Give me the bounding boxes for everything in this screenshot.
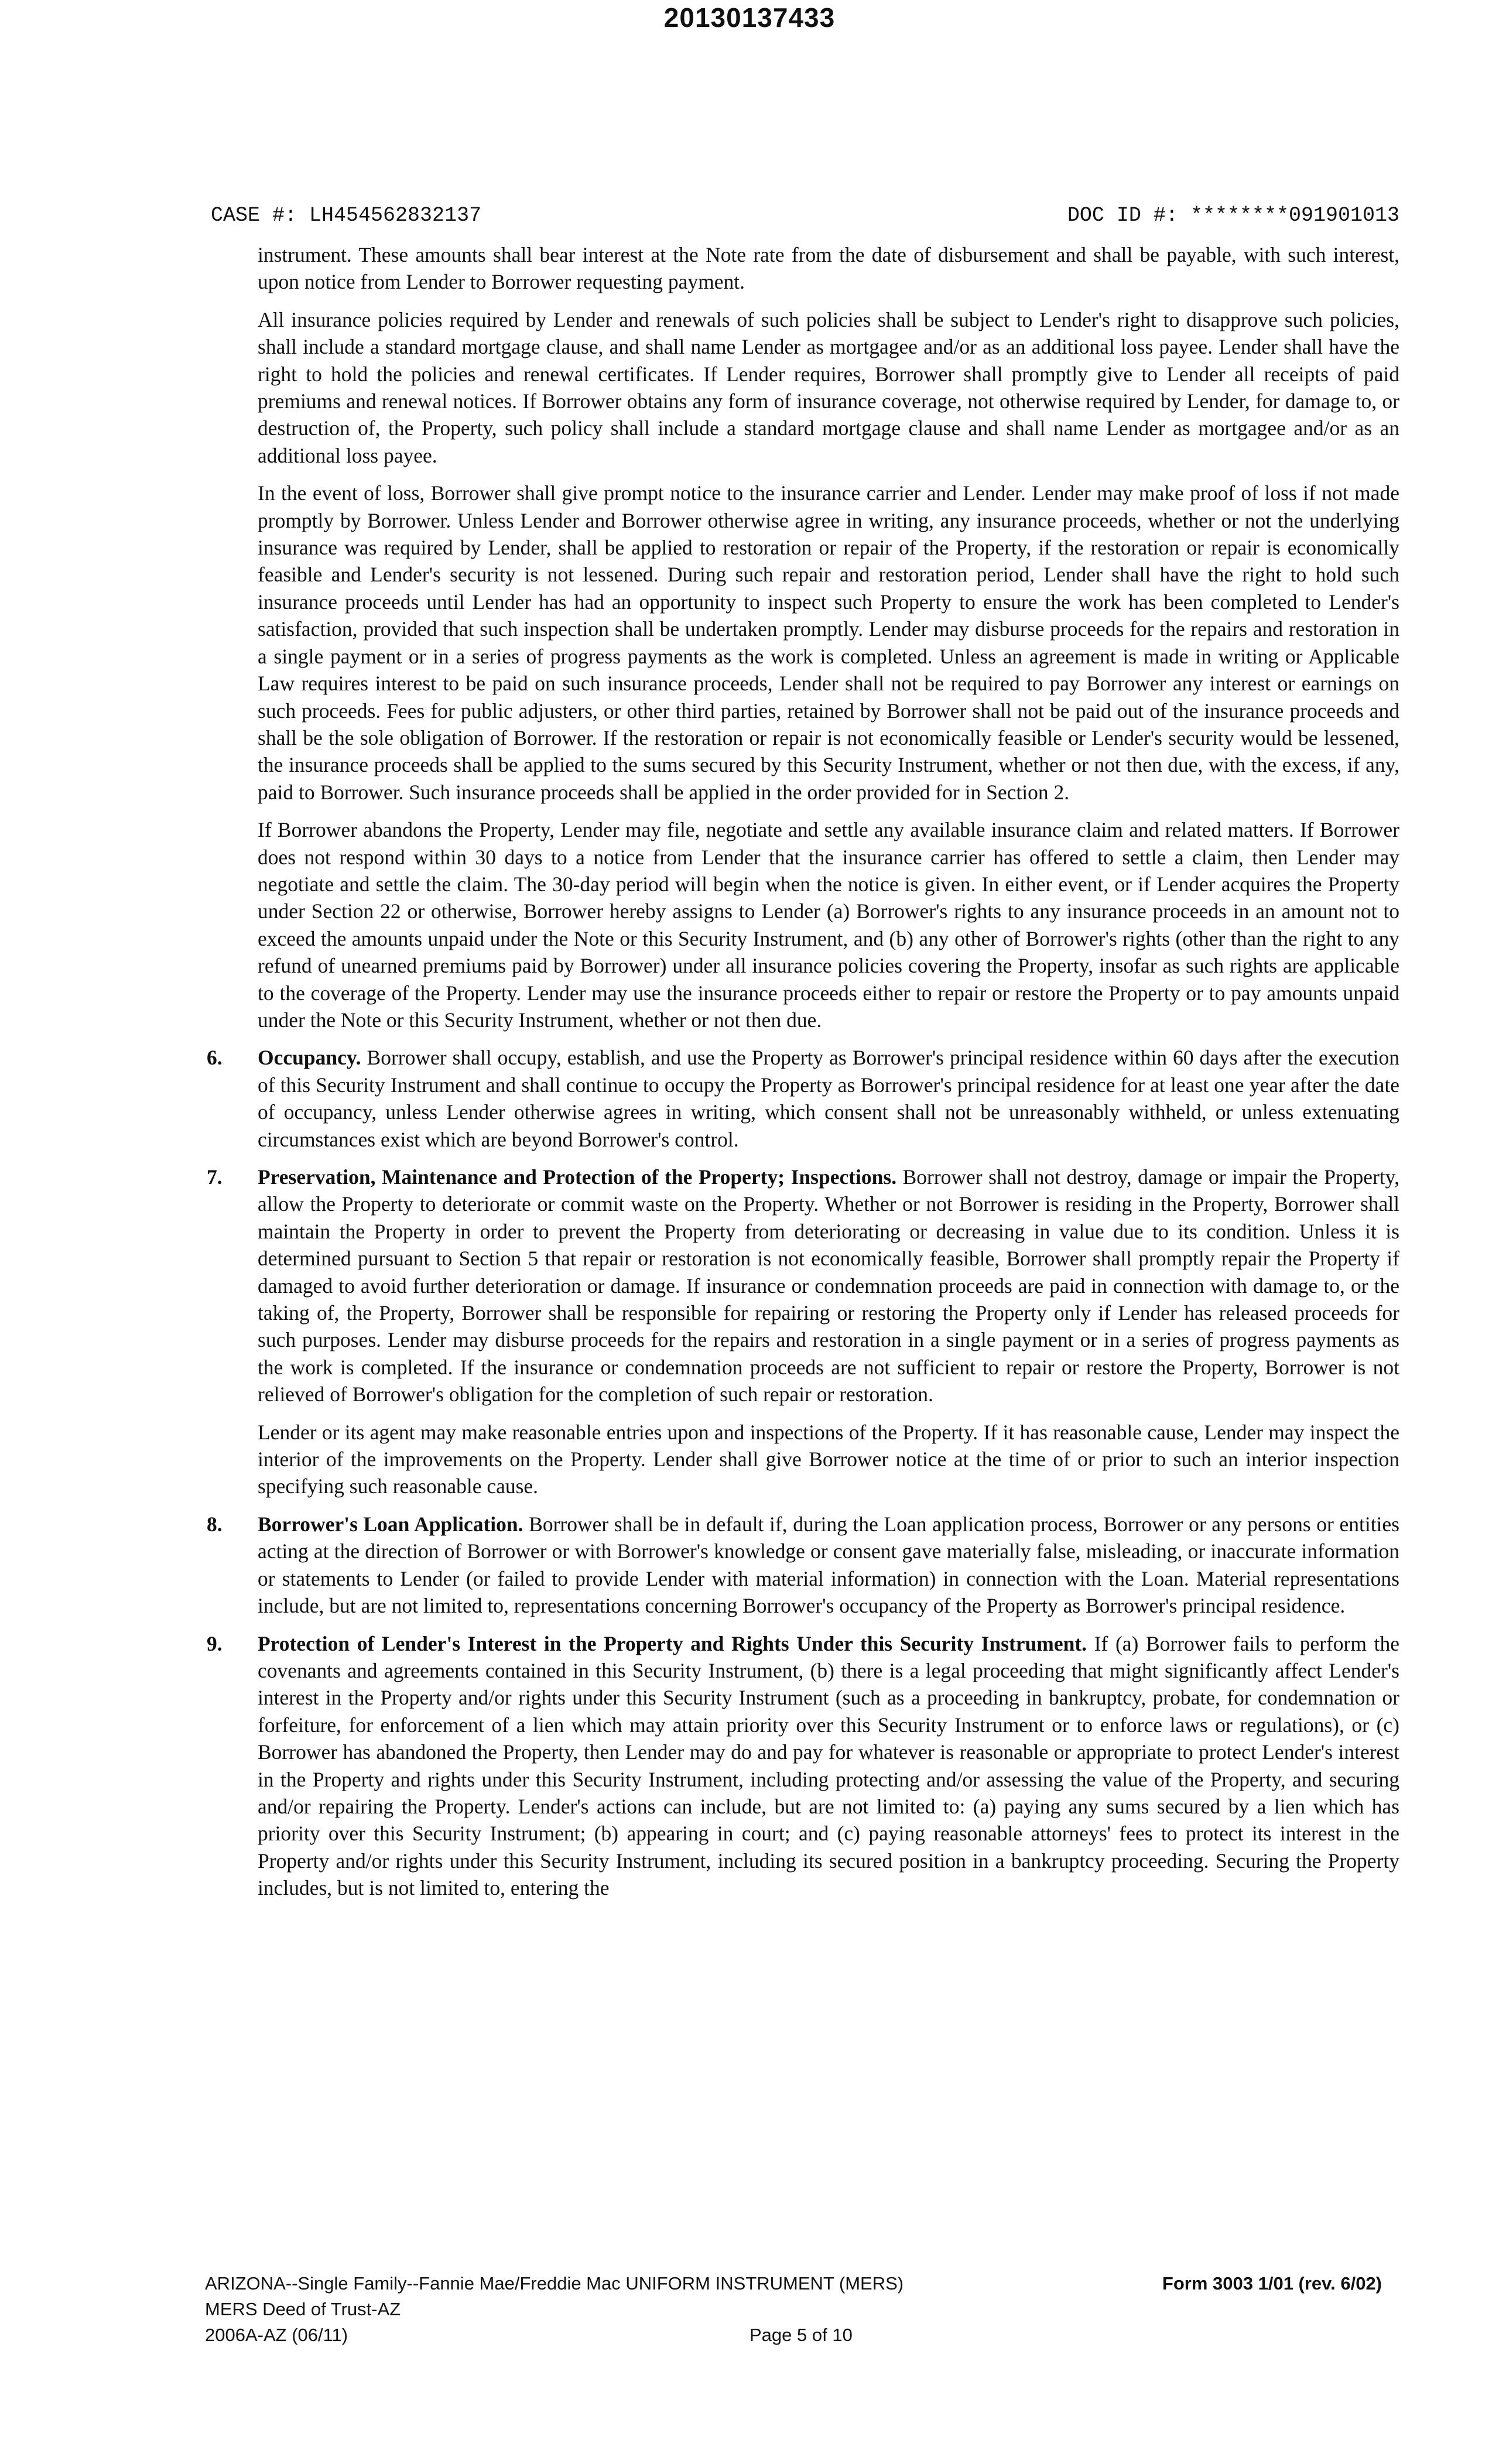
document-number: 20130137433 <box>663 2 836 33</box>
section-text: Borrower shall occupy, establish, and use the Property as Borrower's principal residence within 60 days after the execution of this Security Instrument and shall continue to occupy the Property as Borrower's principal residence for at least one year after the date of occupancy, unless Lender otherwise agrees in writing, which consent shall not be unreasonably withheld, or unless extenuating circumstances exist which are beyond Borrower's control. <box>258 1046 1399 1151</box>
section-7-inspections: Lender or its agent may make reasonable entries upon and inspections of the Property. If it has reasonable cause, Lender may inspect the interior of the improvements on the Property. Lender shall give Borrower notice at the time of or prior to such an interior inspection specifying such reasonable cause. <box>258 1420 1399 1498</box>
footer-line-3: 2006A-AZ (06/11) <box>205 2325 348 2345</box>
section-heading: Borrower's Loan Application. <box>258 1512 523 1536</box>
case-header <box>211 198 1399 233</box>
page-number: Page 5 of 10 <box>750 2325 853 2345</box>
document-body <box>207 241 1399 1912</box>
section-heading: Occupancy. <box>258 1046 361 1070</box>
footer-form-number <box>1162 2271 1382 2297</box>
section-number: 6. <box>207 1046 223 1070</box>
section-number: 7. <box>207 1165 223 1189</box>
section-7 <box>207 1163 1399 1408</box>
footer-form-title: ARIZONA--Single Family--Fannie Mae/Freddie Mac UNIFORM INSTRUMENT (MERS) <box>205 2273 904 2294</box>
section-number: 8. <box>207 1512 223 1536</box>
section-heading: Preservation, Maintenance and Protection of the Property; Inspections. <box>258 1165 897 1189</box>
form-number: Form 3003 1/01 (rev. 6/02) <box>1162 2273 1382 2294</box>
paragraph-abandonment: If Borrower abandons the Property, Lender may file, negotiate and settle any available insurance claim and related matters. If Borrower does not respond within 30 days to a notice from Lender that the insurance carrier has offered to settle a claim, then Lender may negotiate and settle the claim. The 30-day period will begin when the notice is given. In either event, or if Lender acquires the Property under Section 22 or otherwise, Borrower hereby assigns to Lender (a) Borrower's rights to any insurance proceeds in an amount not to exceed the amounts unpaid under the Note or this Security Instrument, and (b) any other of Borrower's rights (other than the right to any refund of unearned premiums paid by Borrower) under all insurance policies covering the Property, insofar as such rights are applicable to the coverage of the Property. Lender may use the insurance proceeds either to repair or restore the Property or to pay amounts unpaid under the Note or this Security Instrument, whether or not then due. <box>258 818 1399 1032</box>
section-6 <box>207 1044 1399 1153</box>
section-text: Borrower shall be in default if, during the Loan application process, Borrower or any persons or entities acting at the direction of Borrower or with Borrower's knowledge or consent gave materially false, misleading, or inaccurate information or statements to Lender (or failed to provide Lender with material information) in connection with the Loan. Material representations include, but are not limited to, representations concerning Borrower's occupancy of the Property as Borrower's principal residence. <box>258 1512 1399 1618</box>
section-text: Borrower shall not destroy, damage or impair the Property, allow the Property to deteriorate or commit waste on the Property. Whether or not Borrower is residing in the Property, Borrower shall maintain the Property in order to prevent the Property from deteriorating or decreasing in value due to its condition. Unless it is determined pursuant to Section 5 that repair or restoration is not economically feasible, Borrower shall promptly repair the Property if damaged to avoid further deterioration or damage. If insurance or condemnation proceeds are paid in connection with damage to, or the taking of, the Property, Borrower shall be responsible for repairing or restoring the Property only if Lender has released proceeds for such purposes. Lender may disburse proceeds for the repairs and restoration in a single payment or in a series of progress payments as the work is completed. If the insurance or condemnation proceeds are not sufficient to repair or restore the Property, Borrower is not relieved of Borrower's obligation for the completion of such repair or restoration. <box>258 1165 1399 1406</box>
section-9 <box>207 1630 1399 1902</box>
paragraph-event-of-loss: In the event of loss, Borrower shall give prompt notice to the insurance carrier and Lender. Lender may make proof of loss if not made promptly by Borrower. Unless Lender and Borrower otherwise agree in writing, any insurance proceeds, whether or not the underlying insurance was required by Lender, shall be applied to restoration or repair of the Property, if the restoration or repair is economically feasible and Lender's security is not lessened. During such repair and restoration period, Lender shall have the right to hold such insurance proceeds until Lender has had an opportunity to inspect such Property to ensure the work has been completed to Lender's satisfaction, provided that such inspection shall be undertaken promptly. Lender may disburse proceeds for the repairs and restoration in a single payment or in a series of progress payments as the work is completed. Unless an agreement is made in writing or Applicable Law requires interest to be paid on such insurance proceeds, Lender shall not be required to pay Borrower any interest or earnings on such proceeds. Fees for public adjusters, or other third parties, retained by Borrower shall not be paid out of the insurance proceeds and shall be the sole obligation of Borrower. If the restoration or repair is not economically feasible or Lender's security would be lessened, the insurance proceeds shall be applied to the sums secured by this Security Instrument, whether or not then due, with the excess, if any, paid to Borrower. Such insurance proceeds shall be applied in the order provided for in Section 2. <box>258 481 1399 804</box>
section-heading: Protection of Lender's Interest in the Property and Rights Under this Security Instrument. <box>258 1631 1087 1655</box>
footer-line-2: MERS Deed of Trust-AZ <box>205 2299 401 2319</box>
section-number: 9. <box>207 1631 223 1655</box>
section-8 <box>207 1511 1399 1620</box>
doc-id: DOC ID #: ********091901013 <box>1067 204 1399 227</box>
paragraph-insurance-policies: All insurance policies required by Lender and renewals of such policies shall be subject to Lender's right to disapprove such policies, shall include a standard mortgage clause, and shall name Lender as mortgagee and/or as an additional loss payee. Lender shall have the right to hold the policies and renewal certificates. If Lender requires, Borrower shall promptly give to Lender all receipts of paid premiums and renewal notices. If Borrower obtains any form of insurance coverage, not otherwise required by Lender, for damage to, or destruction of, the Property, such policy shall include a standard mortgage clause and shall name Lender as mortgagee and/or as an additional loss payee. <box>258 307 1399 467</box>
paragraph-continuation: instrument. These amounts shall bear interest at the Note rate from the date of disbursement and shall be payable, with such interest, upon notice from Lender to Borrower requesting payment. <box>258 243 1399 294</box>
case-number: CASE #: LH454562832137 <box>211 204 482 227</box>
section-text: If (a) Borrower fails to perform the covenants and agreements contained in this Security Instrument, (b) there is a legal proceeding that might significantly affect Lender's interest in the Property and/or rights under this Security Instrument (such as a proceeding in bankruptcy, probate, for condemnation or forfeiture, for enforcement of a lien which may attain priority over this Security Instrument or to enforce laws or regulations), or (c) Borrower has abandoned the Property, then Lender may do and pay for whatever is reasonable or appropriate to protect Lender's interest in the Property and rights under this Security Instrument, including protecting and/or assessing the value of the Property, and securing and/or repairing the Property. Lender's actions can include, but are not limited to: (a) paying any sums secured by a lien which has priority over this Security Instrument; (b) appearing in court; and (c) paying reasonable attorneys' fees to protect its interest in the Property and/or rights under this Security Instrument, including its secured position in a bankruptcy proceeding. Securing the Property includes, but is not limited to, entering the <box>258 1631 1399 1900</box>
